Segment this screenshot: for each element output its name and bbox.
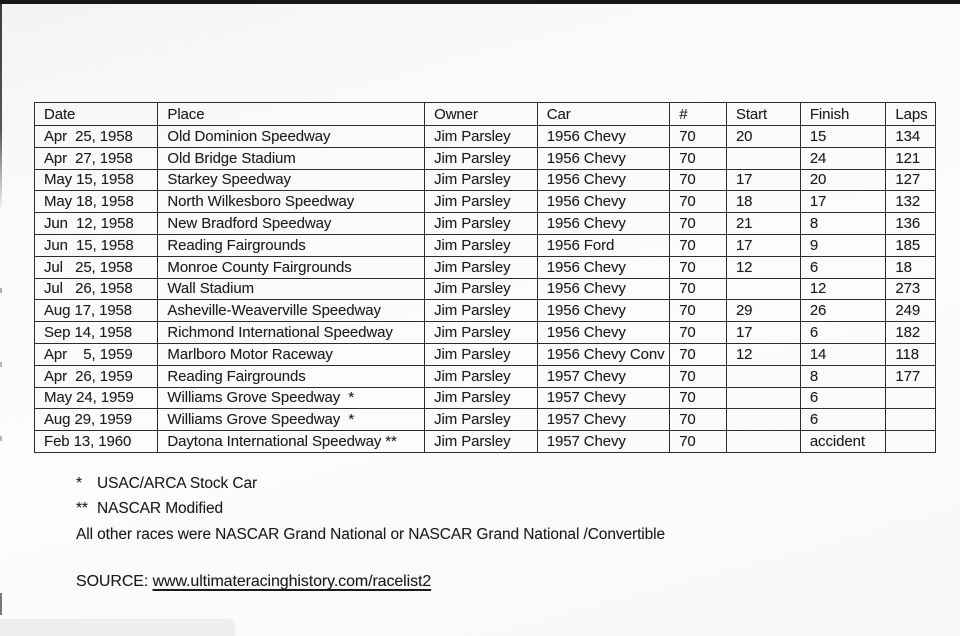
- table-cell-start: 17: [726, 234, 800, 256]
- table-cell-finish: 6: [800, 256, 886, 278]
- table-cell-start: [726, 387, 800, 409]
- table-cell-number: 70: [670, 278, 727, 300]
- table-cell-date: Apr 27, 1958: [35, 147, 158, 169]
- table-cell-date: Jun 12, 1958: [35, 213, 158, 235]
- table-cell-laps: 177: [886, 365, 936, 387]
- table-cell-number: 70: [670, 431, 727, 453]
- source-line: [76, 573, 431, 591]
- table-cell-laps: 249: [886, 300, 936, 322]
- table-cell-car: 1956 Chevy: [537, 213, 669, 235]
- table-cell-finish: 17: [800, 191, 886, 213]
- scan-shadow-bottom-left: [0, 619, 235, 636]
- table-cell-number: 70: [670, 213, 727, 235]
- table-cell-car: 1956 Chevy: [537, 126, 669, 148]
- race-table-body: [35, 126, 936, 453]
- table-cell-car: 1956 Chevy: [537, 256, 669, 278]
- table-cell-start: 18: [726, 191, 800, 213]
- table-cell-laps: [886, 409, 936, 431]
- table-cell-place: Richmond International Speedway: [158, 322, 425, 344]
- table-cell-number: 70: [670, 169, 727, 191]
- table-cell-laps: 18: [886, 256, 936, 278]
- table-cell-date: Jul 25, 1958: [35, 256, 158, 278]
- table-cell-start: 17: [726, 169, 800, 191]
- table-cell-laps: [886, 387, 936, 409]
- table-cell-place: Asheville-Weaverville Speedway: [158, 300, 425, 322]
- table-cell-place: Reading Fairgrounds: [158, 234, 425, 256]
- table-cell-place: Williams Grove Speedway *: [158, 409, 425, 431]
- table-row: [35, 234, 936, 256]
- table-cell-car: 1956 Chevy Conv: [537, 343, 669, 365]
- footnote-marker-double-asterisk: **: [76, 500, 88, 518]
- table-cell-finish: 6: [800, 322, 886, 344]
- table-cell-date: Aug 17, 1958: [35, 300, 158, 322]
- table-cell-date: Apr 26, 1959: [35, 365, 158, 387]
- table-cell-car: 1957 Chevy: [537, 387, 669, 409]
- table-cell-finish: 8: [800, 365, 886, 387]
- table-row: [35, 256, 936, 278]
- table-cell-owner: Jim Parsley: [425, 343, 538, 365]
- table-cell-finish: 14: [800, 343, 886, 365]
- table-cell-owner: Jim Parsley: [425, 431, 538, 453]
- table-cell-number: 70: [670, 343, 727, 365]
- table-cell-owner: Jim Parsley: [425, 278, 538, 300]
- table-cell-start: 20: [726, 126, 800, 148]
- table-row: [35, 322, 936, 344]
- scan-edge-top: [0, 0, 960, 4]
- table-cell-owner: Jim Parsley: [425, 213, 538, 235]
- table-row: [35, 191, 936, 213]
- table-cell-number: 70: [670, 322, 727, 344]
- table-row: [35, 409, 936, 431]
- table-cell-number: 70: [670, 300, 727, 322]
- table-cell-place: Old Dominion Speedway: [158, 126, 425, 148]
- table-row: [35, 147, 936, 169]
- table-cell-finish: 24: [800, 147, 886, 169]
- table-cell-laps: 118: [886, 343, 936, 365]
- table-cell-number: 70: [670, 191, 727, 213]
- table-cell-number: 70: [670, 256, 727, 278]
- table-row: [35, 387, 936, 409]
- table-cell-laps: 121: [886, 147, 936, 169]
- table-cell-start: 12: [726, 343, 800, 365]
- table-cell-start: [726, 365, 800, 387]
- table-cell-start: [726, 278, 800, 300]
- table-cell-date: Aug 29, 1959: [35, 409, 158, 431]
- table-cell-owner: Jim Parsley: [425, 409, 538, 431]
- table-cell-number: 70: [670, 409, 727, 431]
- table-cell-date: Feb 13, 1960: [35, 431, 158, 453]
- table-cell-owner: Jim Parsley: [425, 387, 538, 409]
- table-cell-place: New Bradford Speedway: [158, 213, 425, 235]
- table-cell-place: Old Bridge Stadium: [158, 147, 425, 169]
- table-cell-date: May 15, 1958: [35, 169, 158, 191]
- table-cell-owner: Jim Parsley: [425, 191, 538, 213]
- table-cell-number: 70: [670, 387, 727, 409]
- footnote-usac: [76, 472, 665, 497]
- table-cell-start: 21: [726, 213, 800, 235]
- scan-edge-left-dots: [0, 288, 2, 293]
- table-row: [35, 213, 936, 235]
- table-cell-laps: [886, 431, 936, 453]
- table-row: [35, 431, 936, 453]
- table-cell-finish: 20: [800, 169, 886, 191]
- table-cell-car: 1956 Ford: [537, 234, 669, 256]
- column-header-start: Start: [726, 103, 800, 126]
- table-cell-owner: Jim Parsley: [425, 256, 538, 278]
- table-cell-date: Jul 26, 1958: [35, 278, 158, 300]
- table-cell-place: Monroe County Fairgrounds: [158, 256, 425, 278]
- table-cell-date: May 24, 1959: [35, 387, 158, 409]
- source-url[interactable]: www.ultimateracinghistory.com/racelist2: [152, 573, 432, 590]
- table-row: [35, 300, 936, 322]
- table-cell-finish: 8: [800, 213, 886, 235]
- table-cell-car: 1956 Chevy: [537, 191, 669, 213]
- table-cell-owner: Jim Parsley: [425, 147, 538, 169]
- table-cell-laps: 136: [886, 213, 936, 235]
- column-header-place: Place: [158, 103, 425, 126]
- table-cell-place: Marlboro Motor Raceway: [158, 343, 425, 365]
- table-cell-number: 70: [670, 365, 727, 387]
- table-cell-finish: 15: [800, 126, 886, 148]
- table-cell-finish: 26: [800, 300, 886, 322]
- table-cell-place: North Wilkesboro Speedway: [158, 191, 425, 213]
- table-cell-start: [726, 409, 800, 431]
- table-cell-laps: 134: [886, 126, 936, 148]
- table-cell-car: 1957 Chevy: [537, 365, 669, 387]
- table-cell-finish: 12: [800, 278, 886, 300]
- table-cell-start: 12: [726, 256, 800, 278]
- table-cell-laps: 127: [886, 169, 936, 191]
- table-cell-owner: Jim Parsley: [425, 300, 538, 322]
- source-label: SOURCE:: [76, 573, 149, 590]
- table-cell-laps: 132: [886, 191, 936, 213]
- footnotes-block: [76, 472, 665, 548]
- table-cell-car: 1956 Chevy: [537, 322, 669, 344]
- table-cell-owner: Jim Parsley: [425, 126, 538, 148]
- footnote-text: NASCAR Modified: [97, 500, 223, 518]
- table-row: [35, 169, 936, 191]
- table-cell-owner: Jim Parsley: [425, 365, 538, 387]
- column-header-finish: Finish: [800, 103, 886, 126]
- table-cell-car: 1957 Chevy: [537, 409, 669, 431]
- column-header-owner: Owner: [425, 103, 538, 126]
- table-header-row: [35, 103, 936, 126]
- table-cell-laps: 273: [886, 278, 936, 300]
- table-cell-date: Sep 14, 1958: [35, 322, 158, 344]
- table-cell-date: Apr 25, 1958: [35, 126, 158, 148]
- table-cell-finish: 9: [800, 234, 886, 256]
- table-cell-finish: accident: [800, 431, 886, 453]
- table-cell-start: [726, 431, 800, 453]
- table-row: [35, 343, 936, 365]
- table-cell-car: 1956 Chevy: [537, 278, 669, 300]
- table-cell-place: Williams Grove Speedway *: [158, 387, 425, 409]
- table-row: [35, 365, 936, 387]
- table-cell-date: Jun 15, 1958: [35, 234, 158, 256]
- table-cell-car: 1956 Chevy: [537, 147, 669, 169]
- footnote-text: USAC/ARCA Stock Car: [97, 475, 258, 493]
- column-header-number: #: [670, 103, 727, 126]
- table-cell-owner: Jim Parsley: [425, 234, 538, 256]
- table-cell-date: Apr 5, 1959: [35, 343, 158, 365]
- footnote-nascar-modified: [76, 497, 665, 522]
- column-header-laps: Laps: [886, 103, 936, 126]
- column-header-car: Car: [537, 103, 669, 126]
- table-cell-place: Wall Stadium: [158, 278, 425, 300]
- table-cell-date: May 18, 1958: [35, 191, 158, 213]
- table-cell-car: 1957 Chevy: [537, 431, 669, 453]
- table-cell-place: Reading Fairgrounds: [158, 365, 425, 387]
- table-row: [35, 278, 936, 300]
- table-cell-laps: 182: [886, 322, 936, 344]
- table-cell-owner: Jim Parsley: [425, 169, 538, 191]
- table-cell-finish: 6: [800, 387, 886, 409]
- scan-edge-bottom-left: [0, 593, 2, 615]
- table-cell-number: 70: [670, 147, 727, 169]
- table-row: [35, 126, 936, 148]
- table-cell-finish: 6: [800, 409, 886, 431]
- table-cell-place: Daytona International Speedway **: [158, 431, 425, 453]
- general-note: All other races were NASCAR Grand National or NASCAR Grand National /Convertible: [76, 526, 666, 544]
- column-header-date: Date: [35, 103, 158, 126]
- table-cell-owner: Jim Parsley: [425, 322, 538, 344]
- table-cell-car: 1956 Chevy: [537, 169, 669, 191]
- table-cell-car: 1956 Chevy: [537, 300, 669, 322]
- table-cell-start: 29: [726, 300, 800, 322]
- table-cell-laps: 185: [886, 234, 936, 256]
- table-cell-number: 70: [670, 234, 727, 256]
- footnote-marker-single-asterisk: *: [76, 475, 82, 493]
- table-cell-start: [726, 147, 800, 169]
- scan-edge-left: [0, 4, 2, 212]
- race-results-table: [34, 102, 936, 453]
- table-cell-place: Starkey Speedway: [158, 169, 425, 191]
- table-cell-number: 70: [670, 126, 727, 148]
- table-cell-start: 17: [726, 322, 800, 344]
